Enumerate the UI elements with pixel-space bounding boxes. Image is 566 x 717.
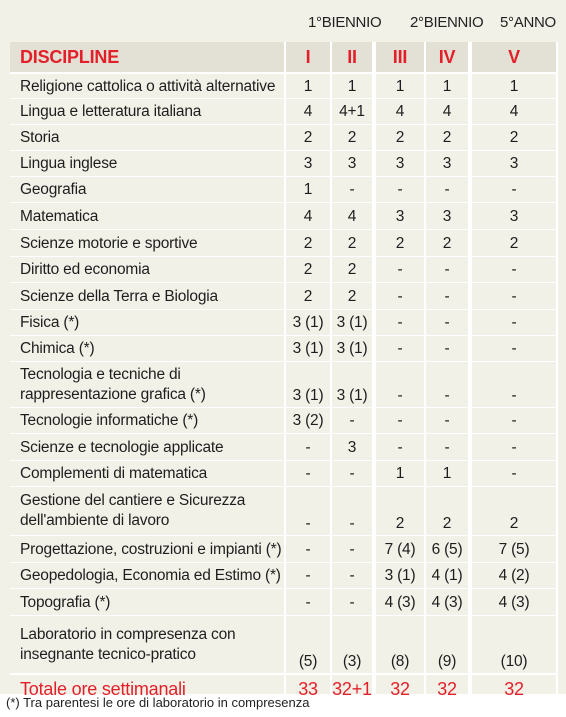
subject-label: Chimica (*) (20, 340, 95, 357)
subject-cell (10, 434, 286, 461)
subject-label: Complementi di matematica (20, 465, 208, 482)
hours-cell: - (332, 589, 376, 616)
table-row (10, 487, 558, 536)
hours-cell: 2 (426, 125, 472, 151)
hours-cell: 3 (1) (332, 362, 376, 408)
hours-cell: 1 (472, 74, 558, 99)
table-row (10, 283, 558, 310)
subject-cell (10, 616, 286, 674)
hours-cell: 4 (3) (472, 589, 558, 616)
hours-cell: 2 (376, 487, 426, 536)
subject-label: dell'ambiente di lavoro (20, 512, 170, 529)
hours-cell: 2 (332, 283, 376, 310)
hours-cell: - (472, 310, 558, 336)
hours-cell: - (472, 283, 558, 310)
hours-cell: 2 (472, 487, 558, 536)
total-cell: 32 (426, 674, 472, 705)
table-row (10, 434, 558, 461)
column-header-year-5: V (472, 42, 558, 74)
subject-label: rappresentazione grafica (*) (20, 385, 206, 403)
hours-cell: - (426, 362, 472, 408)
hours-cell: 2 (376, 125, 426, 151)
hours-cell: 3 (332, 434, 376, 461)
hours-cell: - (376, 434, 426, 461)
hours-cell: - (286, 461, 332, 487)
hours-cell: 2 (426, 230, 472, 257)
hours-cell: (8) (376, 616, 426, 674)
subject-label: Topografia (*) (20, 593, 111, 611)
hours-cell: 2 (332, 230, 376, 257)
hours-cell: - (376, 336, 426, 362)
subject-cell (10, 336, 286, 362)
hours-cell: 2 (426, 487, 472, 536)
hours-cell: - (332, 461, 376, 487)
column-header-year-3: III (376, 42, 426, 74)
hours-cell: 3 (286, 151, 332, 177)
hours-cell: 7 (5) (472, 536, 558, 563)
total-cell: 32 (472, 674, 558, 705)
hours-cell: - (332, 177, 376, 203)
hours-cell: - (332, 408, 376, 434)
subject-cell (10, 536, 286, 563)
hours-cell: (10) (472, 616, 558, 674)
subject-label: Tecnologia e tecniche di (20, 365, 181, 383)
subject-label: Geografia (20, 181, 87, 198)
table-row (10, 563, 558, 589)
footnote: (*) Tra parentesi le ore di laboratorio in compresenza (6, 695, 310, 710)
table-row (10, 362, 558, 408)
total-label: Totale ore settimanali (10, 674, 286, 705)
hours-cell: - (286, 434, 332, 461)
subject-label: Fisica (*) (20, 314, 80, 331)
subject-cell (10, 99, 286, 125)
hours-cell: - (376, 408, 426, 434)
total-cell: 32 (376, 674, 426, 705)
hours-cell: 4 (472, 99, 558, 125)
hours-cell: (9) (426, 616, 472, 674)
hours-cell: 1 (332, 74, 376, 99)
hours-cell: 3 (1) (332, 336, 376, 362)
subject-cell (10, 177, 286, 203)
hours-cell: 2 (376, 230, 426, 257)
column-header-year-4: IV (426, 42, 472, 74)
hours-cell: - (472, 434, 558, 461)
hours-cell: (3) (332, 616, 376, 674)
subject-label: Tecnologie informatiche (*) (20, 412, 199, 429)
hours-cell: 3 (426, 203, 472, 230)
subject-cell (10, 203, 286, 230)
hours-cell: - (472, 177, 558, 203)
hours-cell: 3 (472, 203, 558, 230)
table-row (10, 125, 558, 151)
subject-cell (10, 283, 286, 310)
hours-cell: 3 (376, 203, 426, 230)
table-row (10, 99, 558, 125)
hours-cell: - (286, 487, 332, 536)
table-row (10, 177, 558, 203)
subject-label: Progettazione, costruzioni e impianti (*) (20, 540, 282, 558)
hours-table-body (10, 42, 558, 705)
subject-cell (10, 230, 286, 257)
hours-cell: (5) (286, 616, 332, 674)
hours-cell: 4 (426, 99, 472, 125)
hours-cell: - (376, 177, 426, 203)
hours-cell: 2 (286, 283, 332, 310)
total-cell: 33 (286, 674, 332, 705)
hours-cell: - (472, 257, 558, 283)
subject-cell (10, 310, 286, 336)
hours-cell: 2 (286, 230, 332, 257)
hours-cell: 3 (1) (286, 336, 332, 362)
hours-cell: - (332, 536, 376, 563)
hours-cell: 4 (376, 99, 426, 125)
column-header-discipline: DISCIPLINE (10, 42, 286, 74)
total-cell: 32+1 (332, 674, 376, 705)
table-row (10, 461, 558, 487)
hours-cell: 4 (332, 203, 376, 230)
subject-label: Scienze motorie e sportive (20, 234, 198, 252)
hours-cell: 2 (286, 125, 332, 151)
hours-cell: - (472, 362, 558, 408)
subject-label: Lingua e letteratura italiana (20, 103, 202, 120)
hours-cell: - (332, 563, 376, 589)
column-header-year-2: II (332, 42, 376, 74)
hours-cell: - (376, 362, 426, 408)
hours-cell: 4+1 (332, 99, 376, 125)
group-header-first-biennium: 1°BIENNIO (308, 14, 382, 31)
subject-label: Scienze e tecnologie applicate (20, 438, 224, 456)
hours-cell: 6 (5) (426, 536, 472, 563)
hours-cell: 1 (286, 74, 332, 99)
hours-cell: 2 (286, 257, 332, 283)
hours-cell: 3 (1) (332, 310, 376, 336)
hours-cell: 7 (4) (376, 536, 426, 563)
subject-label: Laboratorio in compresenza con (20, 625, 236, 643)
hours-cell: 3 (426, 151, 472, 177)
hours-cell: 4 (286, 203, 332, 230)
hours-cell: 1 (426, 74, 472, 99)
table-row (10, 536, 558, 563)
group-header-second-biennium: 2°BIENNIO (410, 14, 484, 31)
hours-cell: - (426, 434, 472, 461)
table-row (10, 336, 558, 362)
table-row (10, 408, 558, 434)
hours-cell: 3 (332, 151, 376, 177)
hours-cell: 2 (472, 125, 558, 151)
table-row (10, 310, 558, 336)
hours-cell: - (376, 310, 426, 336)
hours-cell: - (426, 177, 472, 203)
hours-cell: - (286, 563, 332, 589)
subject-cell (10, 461, 286, 487)
hours-cell: - (426, 408, 472, 434)
hours-cell: - (472, 461, 558, 487)
hours-cell: - (426, 283, 472, 310)
table-header-row (10, 42, 558, 74)
hours-cell: 2 (472, 230, 558, 257)
subject-label: Lingua inglese (20, 155, 118, 172)
table-row (10, 151, 558, 177)
hours-cell: 4 (3) (426, 589, 472, 616)
table-row (10, 257, 558, 283)
hours-cell: - (426, 336, 472, 362)
subject-label: insegnante tecnico-pratico (20, 645, 196, 663)
hours-cell: 1 (426, 461, 472, 487)
hours-cell: 3 (472, 151, 558, 177)
subject-cell (10, 408, 286, 434)
hours-cell: - (286, 589, 332, 616)
subject-cell (10, 563, 286, 589)
hours-cell: - (332, 487, 376, 536)
hours-cell: 3 (1) (376, 563, 426, 589)
hours-cell: 3 (1) (286, 362, 332, 408)
hours-table (10, 42, 558, 705)
table-row (10, 74, 558, 99)
table-row (10, 616, 558, 674)
hours-cell: - (376, 283, 426, 310)
subject-cell (10, 151, 286, 177)
hours-cell: - (426, 257, 472, 283)
subject-label: Storia (20, 129, 60, 146)
subject-label: Gestione del cantiere e Sicurezza (20, 492, 246, 509)
hours-cell: - (286, 536, 332, 563)
hours-cell: - (426, 310, 472, 336)
subject-cell (10, 74, 286, 99)
subject-label: Geopedologia, Economia ed Estimo (*) (20, 567, 281, 584)
hours-cell: - (376, 257, 426, 283)
hours-cell: 4 (3) (376, 589, 426, 616)
table-row (10, 230, 558, 257)
hours-cell: 2 (332, 257, 376, 283)
hours-cell: - (472, 408, 558, 434)
hours-cell: 1 (376, 74, 426, 99)
hours-cell: 2 (332, 125, 376, 151)
hours-cell: 4 (1) (426, 563, 472, 589)
subject-cell (10, 125, 286, 151)
subject-cell (10, 487, 286, 536)
column-header-year-1: I (286, 42, 332, 74)
subject-label: Matematica (20, 207, 99, 225)
hours-cell: 4 (2) (472, 563, 558, 589)
subject-label: Scienze della Terra e Biologia (20, 287, 218, 305)
hours-cell: 3 (2) (286, 408, 332, 434)
hours-cell: 1 (376, 461, 426, 487)
hours-cell: - (472, 336, 558, 362)
hours-cell: 4 (286, 99, 332, 125)
hours-cell: 3 (376, 151, 426, 177)
table-row (10, 203, 558, 230)
subject-cell (10, 362, 286, 408)
hours-cell: 3 (1) (286, 310, 332, 336)
subject-cell (10, 589, 286, 616)
hours-cell: 1 (286, 177, 332, 203)
group-header-fifth-year: 5°ANNO (500, 14, 556, 31)
subject-label: Religione cattolica o attività alternative (20, 77, 276, 95)
table-row (10, 589, 558, 616)
subject-cell (10, 257, 286, 283)
subject-label: Diritto ed economia (20, 261, 150, 278)
